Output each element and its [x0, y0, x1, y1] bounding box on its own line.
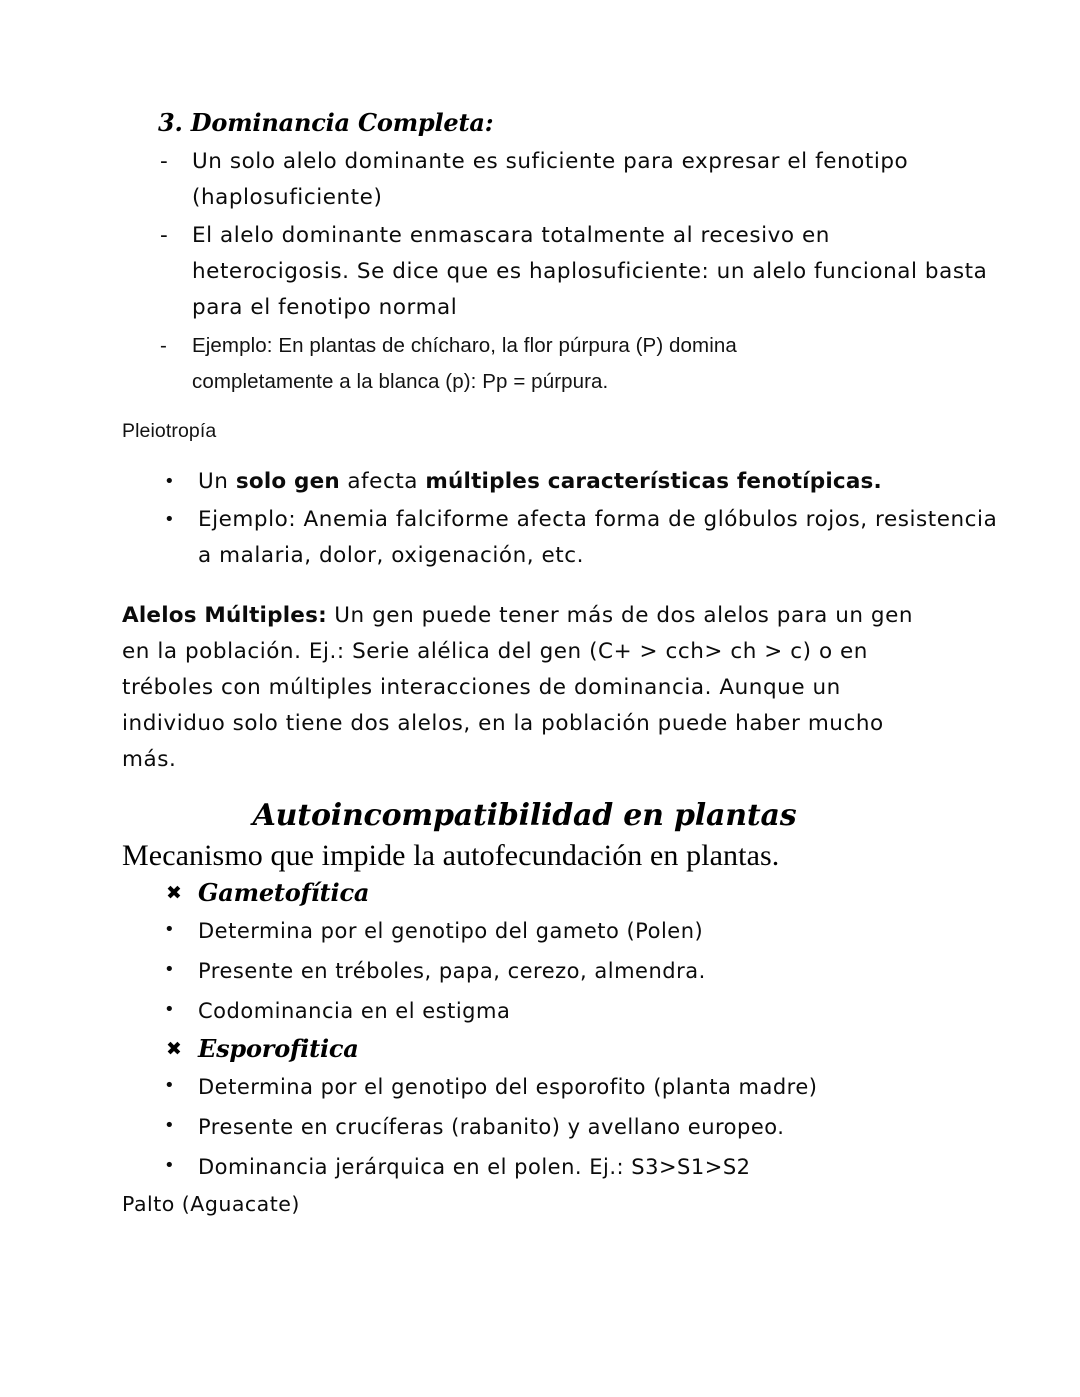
- heading-dominancia-completa: 3. Dominancia Completa:: [158, 108, 494, 137]
- subheading-text: Gametofítica: [198, 878, 370, 907]
- dash-marker: -: [160, 334, 167, 357]
- paragraph-alelos-multiples: [122, 598, 942, 778]
- label-pleiotropia: Pleiotropía: [122, 420, 217, 442]
- lead-bold-alelos-multiples: Alelos Múltiples:: [122, 603, 327, 628]
- label-palto-aguacate: Palto (Aguacate): [122, 1192, 300, 1216]
- bullet-marker: •: [164, 509, 176, 530]
- list-item: [122, 992, 967, 1030]
- text-run-bold: múltiples características fenotípicas.: [425, 469, 882, 494]
- list-item-text: Ejemplo: En plantas de chícharo, la flor púrpura (P) domina completamente a la blanca (p): Pp = púrpura.: [192, 334, 737, 393]
- document-content: [122, 108, 998, 1220]
- dash-marker: -: [160, 223, 169, 248]
- dash-marker: -: [160, 149, 169, 174]
- heading-autoincompatibilidad: Autoincompatibilidad en plantas: [252, 798, 797, 833]
- subtitle-autoincompatibilidad: Mecanismo que impide la autofecundación en plantas.: [122, 839, 780, 872]
- esporofitica-group: [122, 1032, 967, 1186]
- list-item: [122, 952, 967, 990]
- list-item: [122, 144, 972, 216]
- cross-icon: ✖: [166, 1038, 182, 1060]
- list-item-text: [198, 469, 882, 494]
- list-item-text: Presente en crucíferas (rabanito) y avellano europeo.: [198, 1115, 785, 1139]
- list-item-text: Determina por el genotipo del gameto (Polen): [198, 919, 704, 943]
- list-item-text: Determina por el genotipo del esporofito (planta madre): [198, 1075, 818, 1099]
- list-item-text: Codominancia en el estigma: [198, 999, 511, 1023]
- pleiotropia-list: [122, 464, 998, 574]
- subheading-gametofitica: [122, 876, 967, 910]
- text-run: Un: [198, 469, 236, 494]
- list-item: [122, 1148, 967, 1186]
- list-item-text: Dominancia jerárquica en el polen. Ej.: S3>S1>S2: [198, 1155, 751, 1179]
- bullet-marker: •: [164, 919, 176, 940]
- subheading-esporofitica: [122, 1032, 967, 1066]
- list-item: [122, 1108, 967, 1146]
- cross-icon: ✖: [166, 882, 182, 904]
- list-item: [122, 218, 992, 326]
- bullet-marker: •: [164, 471, 176, 492]
- text-run: afecta: [339, 469, 426, 494]
- gametofitica-group: [122, 876, 967, 1030]
- list-item-text: Un solo alelo dominante es suficiente para expresar el fenotipo (haplosuficiente): [192, 149, 909, 210]
- list-item: [122, 464, 988, 500]
- dominancia-list: [122, 144, 988, 400]
- list-item-text: Presente en tréboles, papa, cerezo, almendra.: [198, 959, 706, 983]
- list-item: [122, 912, 967, 950]
- bullet-marker: •: [164, 959, 176, 980]
- bullet-marker: •: [164, 1115, 176, 1136]
- subheading-text: Esporofitica: [198, 1034, 359, 1063]
- text-run-bold: solo gen: [235, 469, 340, 494]
- list-item: [122, 328, 872, 400]
- list-item-text: Ejemplo: Anemia falciforme afecta forma de glóbulos rojos, resistencia a malaria, dolor, oxigenación, etc.: [198, 507, 998, 568]
- list-item-text: El alelo dominante enmascara totalmente al recesivo en heterocigosis. Se dice que es haplosuficiente: un alelo funcional basta para el fenotipo normal: [192, 223, 988, 320]
- paragraph-text: Un gen puede tener más de dos alelos para un gen en la población. Ej.: Serie alélica del gen (C+ > cch> ch > c) o en tréboles con múltiples interacciones de dominancia. Aunque un individuo solo tiene dos alelos, en la población puede haber mucho más.: [122, 603, 914, 772]
- bullet-marker: •: [164, 1075, 176, 1096]
- bullet-marker: •: [164, 999, 176, 1020]
- bullet-marker: •: [164, 1155, 176, 1176]
- list-item: [122, 1068, 967, 1106]
- list-item: [122, 502, 998, 574]
